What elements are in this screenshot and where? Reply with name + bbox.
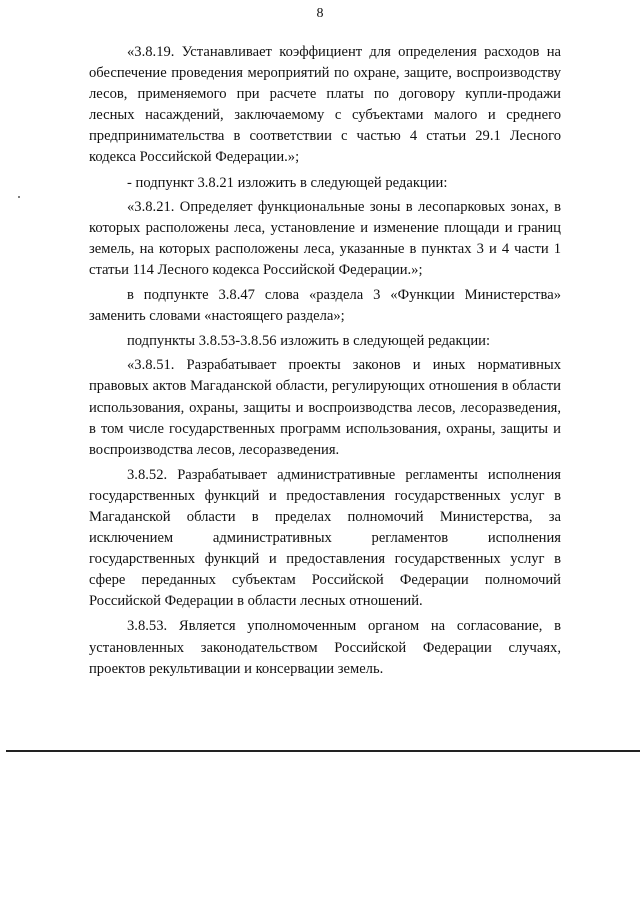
paragraph-amend-3-8-47: в подпункте 3.8.47 слова «раздела 3 «Функции Министерства» заменить словами «настоящего раздела»; bbox=[89, 287, 561, 325]
paragraph-amend-3-8-21: - подпункт 3.8.21 изложить в следующей редакции: bbox=[127, 174, 448, 191]
document-body bbox=[89, 42, 561, 684]
paragraph-3-8-21: «3.8.21. Определяет функциональные зоны в лесопарковых зонах, в которых расположены леса, установление и изменение площади и границ земель, на которых расположены леса, указанные в пунктах 3 и 4 части 1 статьи 114 Лесного кодекса Российской Федерации.»; bbox=[89, 198, 561, 278]
page-number: 8 bbox=[316, 6, 324, 21]
bottom-divider bbox=[6, 750, 640, 752]
paragraph-3-8-53: 3.8.53. Является уполномоченным органом на согласование, в установленных законодательством Российской Федерации случаях, проектов рекультивации и консервации земель. bbox=[89, 618, 561, 677]
paragraph-3-8-52: 3.8.52. Разрабатывает административные регламенты исполнения государственных функций и предоставления государственных услуг в Магаданской области в пределах полномочий Министерства, за исключением административных регламентов исполнения государственных функций и предоставления государственных услуг в сфере переданных субъектам Российской Федерации полномочий Российской Федерации в области лесных отношений. bbox=[89, 466, 561, 610]
paragraph-3-8-51: «3.8.51. Разрабатывает проекты законов и иных нормативных правовых актов Магаданской области, регулирующих отношения в области использования, охраны, защиты и воспроизводства лесов, лесоразведения, в том числе государственных программ использования, охраны, защиты и воспроизводства лесов, лесоразведения. bbox=[89, 357, 561, 458]
scan-speck bbox=[18, 196, 20, 198]
paragraph-3-8-19: «3.8.19. Устанавливает коэффициент для определения расходов на обеспечение проведения мероприятий по охране, защите, воспроизводству лесов, применяемого при расчете платы по договору купли-продажи лесных насаждений, заключаемому с субъектами малого и среднего предпринимательства в соответствии с частью 4 статьи 29.1 Лесного кодекса Российской Федерации.»; bbox=[89, 44, 561, 166]
paragraph-amend-3-8-53-56: подпункты 3.8.53-3.8.56 изложить в следующей редакции: bbox=[127, 333, 491, 350]
